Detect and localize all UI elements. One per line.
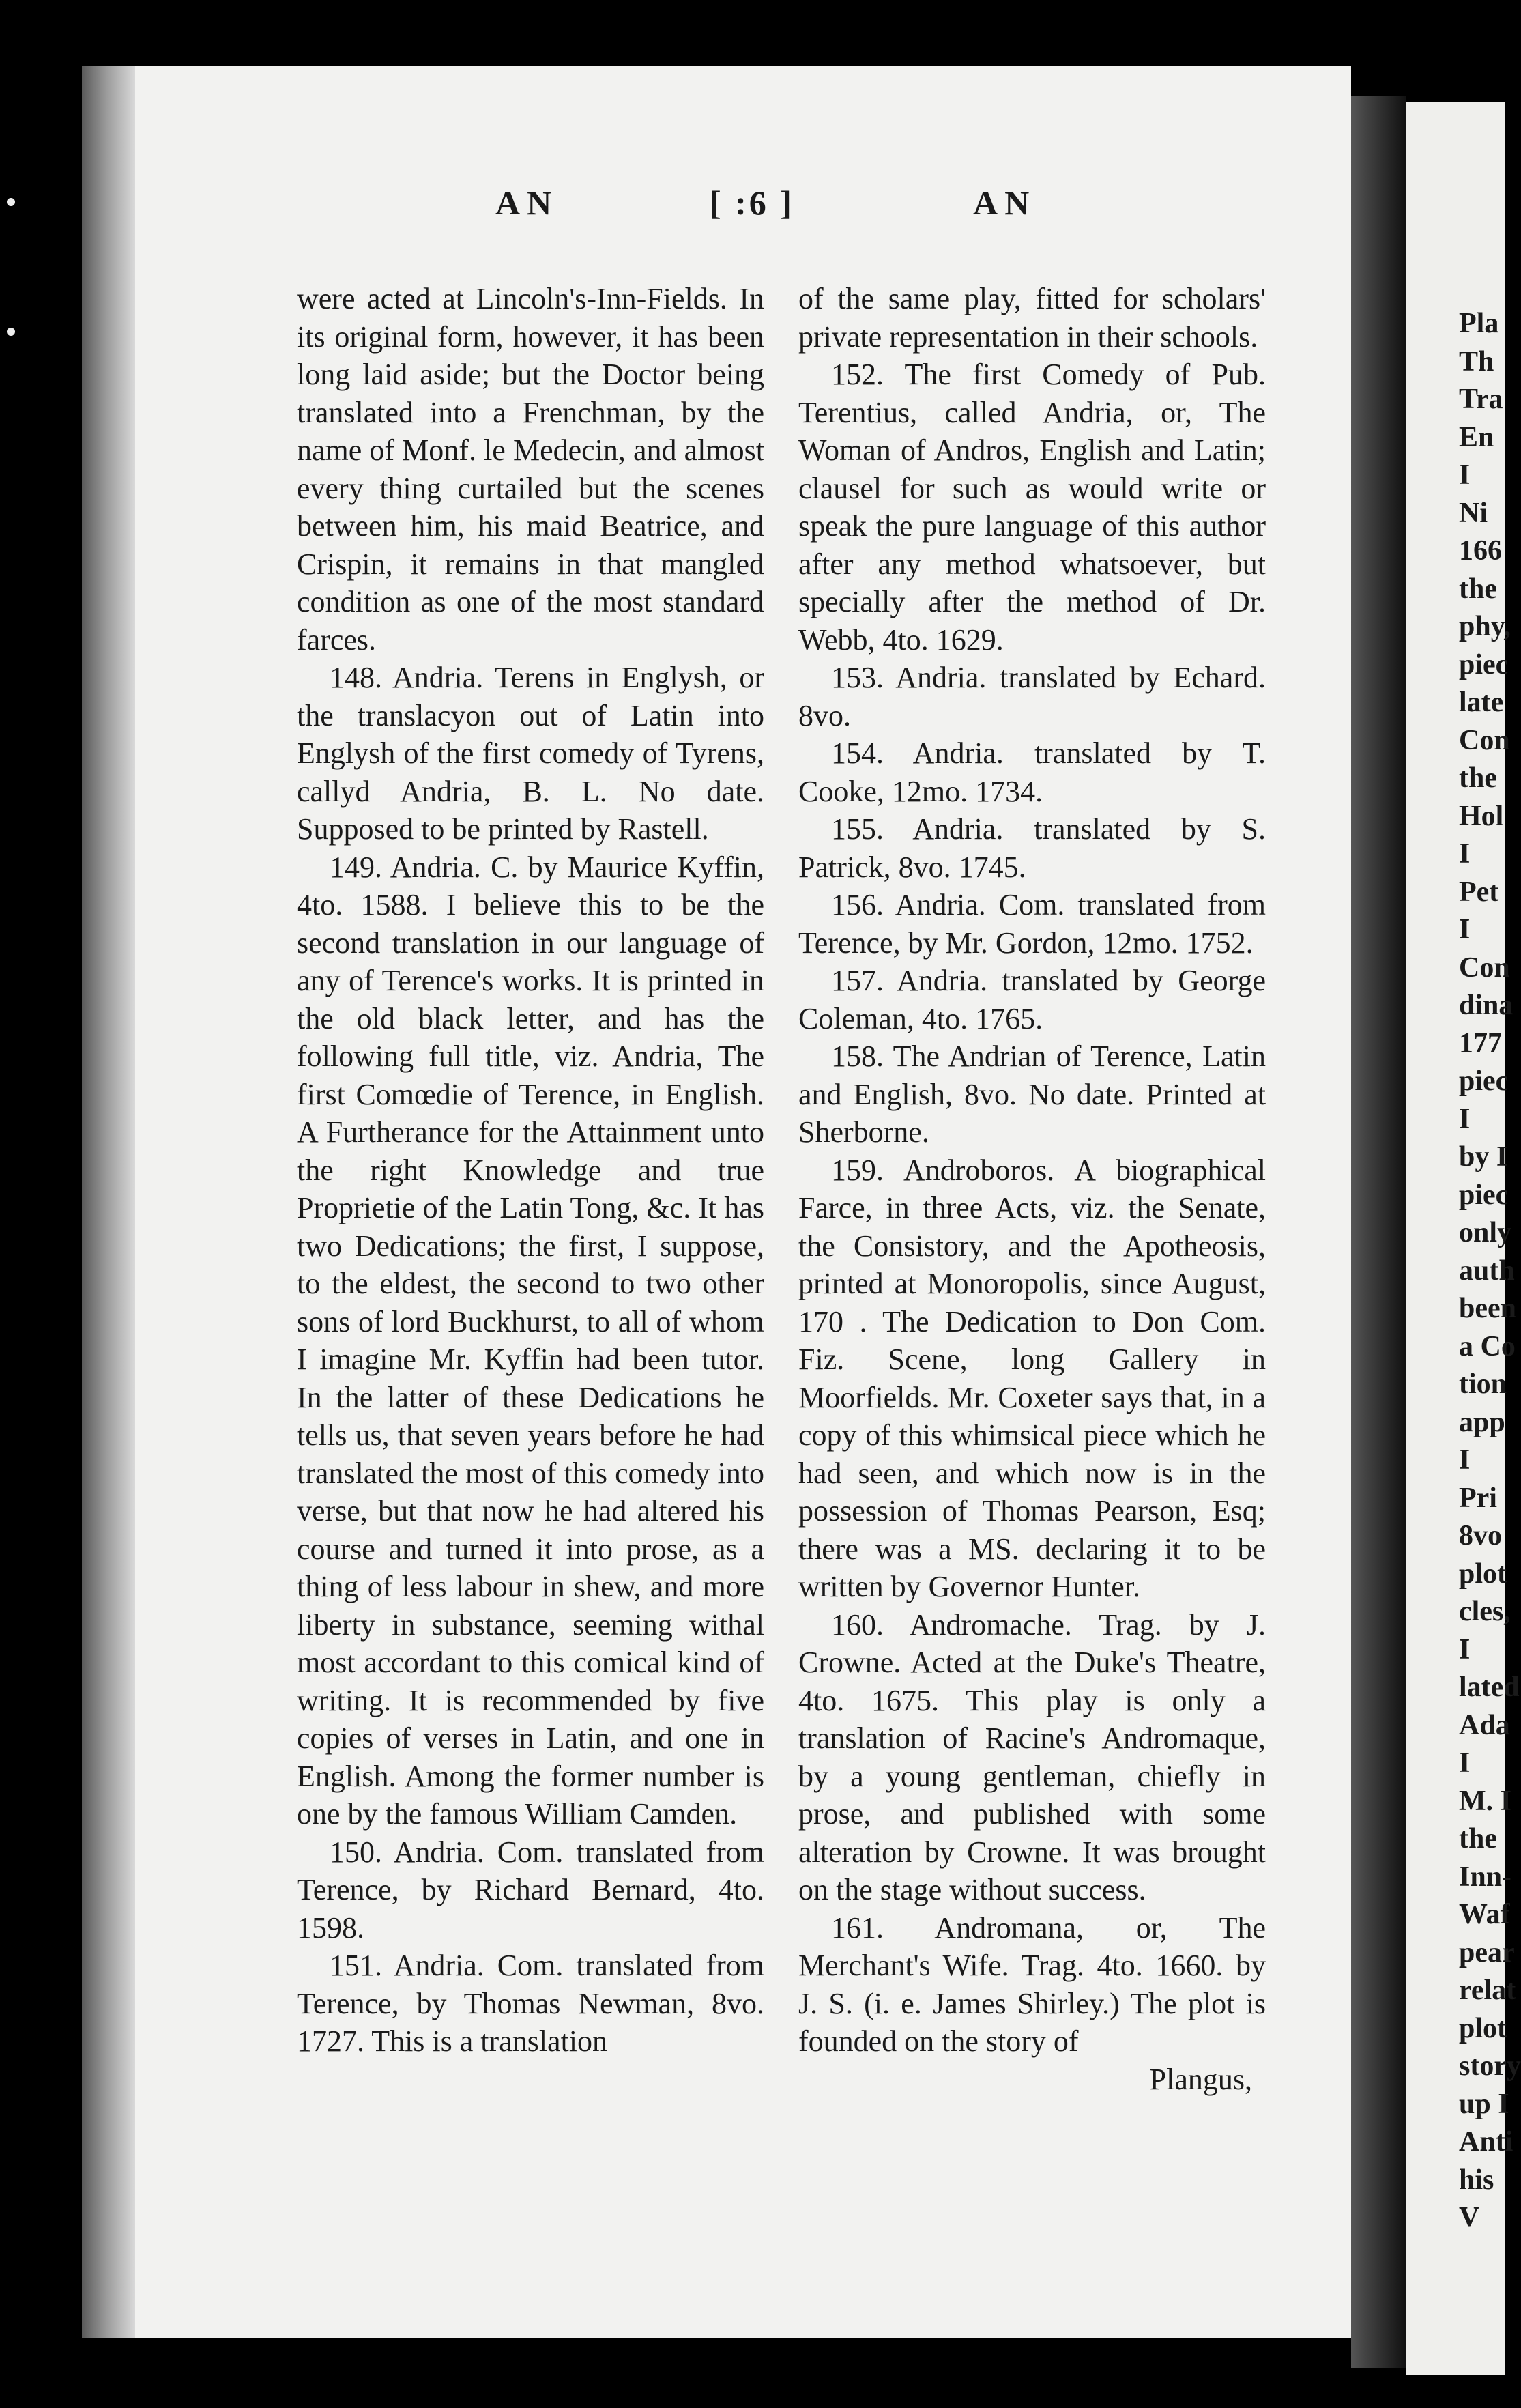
next-page-fragment: auth (1459, 1255, 1515, 1287)
next-page-fragment: 8vo (1459, 1520, 1502, 1551)
next-page-fragment: Pri (1459, 1482, 1497, 1514)
next-page-fragment: story (1459, 2050, 1521, 2082)
entry-155: 155. Andria. translated by S. Patrick, 8vo. 1745. (798, 812, 1266, 884)
entry-158: 158. The Andrian of Terence, Latin and English, 8vo. No date. Printed at Sherborne. (798, 1040, 1266, 1149)
next-page-fragment: tion (1459, 1368, 1507, 1400)
entry-150: 150. Andria. Com. translated from Terence, by Richard Bernard, 4to. 1598. (297, 1835, 764, 1945)
entry-154: 154. Andria. translated by T. Cooke, 12mo. 1734. (798, 736, 1266, 808)
entry-153: 153. Andria. translated by Echard. 8vo. (798, 661, 1266, 732)
next-page-fragment: 177 (1459, 1027, 1502, 1059)
header-right-word: AN (973, 184, 1037, 222)
next-page-fragment: 166 (1459, 535, 1502, 567)
next-page-fragment: only (1459, 1217, 1512, 1248)
next-page-fragment: I (1459, 1633, 1471, 1665)
next-page-fragment: M. I (1459, 1785, 1511, 1817)
next-page-fragment: Anti (1459, 2126, 1513, 2158)
running-header (135, 183, 1351, 244)
next-page-fragment: app (1459, 1406, 1505, 1438)
next-page-fragment: piec (1459, 1179, 1509, 1211)
next-page-fragment: plot (1459, 1558, 1507, 1590)
next-page-fragment: the (1459, 1823, 1497, 1854)
next-page-fragment: the (1459, 573, 1497, 605)
entry-161: 161. Andromana, or, The Merchant's Wife. Trag. 4to. 1660. by J. S. (i. e. James Shirley.) The plot is founded on the story of (798, 1910, 1266, 2058)
next-page-fragment: Pla (1459, 308, 1499, 339)
next-page-fragment: Tra (1459, 384, 1503, 415)
margin-dot (7, 328, 15, 336)
next-page-fragment: Waf (1459, 1899, 1510, 1930)
entry-160: 160. Andromache. Trag. by J. Crowne. Acted at the Duke's Theatre, 4to. 1675. This play is only a translation of Racine's Andromaque, by a young gentleman, chiefly in prose, and published with some alteration by Crowne. It was brought on the stage without success. (798, 1607, 1266, 1906)
entry-149: 149. Andria. C. by Maurice Kyffin, 4to. 1588. I believe this to be the second translation in our language of any of Terence's works. It is printed in the old black letter, and has the following full title, viz. Andria, The first Comœdie of Terence, in English. A Furtherance for the Attainment unto the right Knowledge and true Proprietie of the Latin Tong, &c. It has two Dedications; the first, I suppose, to the eldest, the second to two other sons of lord Buckhurst, to all of whom I imagine Mr. Kyffin had been tutor. In the latter of these Dedications he tells us, that seven years before he had translated the most of this comedy into verse, but that now he had altered his course and turned it into prose, as a thing of less labour in shew, and more liberty in substance, seeming withal most accordant to this comical kind of writing. It is recommended by five copies of verses in Latin, and one in English. Among the former number is one by the famous William Camden. (297, 850, 764, 1831)
next-page-fragment: Ada (1459, 1709, 1510, 1741)
next-page-fragment: pear (1459, 1936, 1515, 1968)
next-page-fragment: Ni (1459, 497, 1488, 529)
page-gutter (1351, 96, 1406, 2368)
next-page-fragment: En (1459, 421, 1494, 453)
page-number: [ :6 ] (710, 184, 794, 222)
left-column (297, 280, 764, 2061)
next-page-fragment: late (1459, 687, 1504, 718)
entry-148: 148. Andria. Terens in Englysh, or the translacyon out of Latin into Englysh of the first comedy of Tyrens, callyd Andria, B. L. No date. Supposed to be printed by Rastell. (297, 661, 764, 846)
next-page-fragment: V (1459, 2202, 1480, 2233)
next-page-fragment: phy, (1459, 611, 1511, 642)
paragraph: of the same play, fitted for scholars' private representation in their schools. (798, 282, 1266, 354)
page-binding-shadow (82, 66, 136, 2338)
next-page-fragment: I (1459, 1444, 1471, 1476)
next-page-fragment: I (1459, 838, 1471, 870)
next-page-fragment: a Co (1459, 1330, 1516, 1362)
entry-157: 157. Andria. translated by George Coleman, 4to. 1765. (798, 964, 1266, 1035)
next-page-fragment: plot (1459, 2012, 1507, 2044)
paragraph: were acted at Lincoln's-Inn-Fields. In its original form, however, it has been long laid aside; but the Doctor being translated into a Frenchman, by the name of Monf. le Medecin, and almost every thing curtailed but the scenes between him, his maid Beatrice, and Crispin, it remains in that mangled condition as one of the most standard farces. (297, 282, 764, 657)
next-page-fragment: piec (1459, 1065, 1509, 1097)
entry-151: 151. Andria. Com. translated from Terence, by Thomas Newman, 8vo. 1727. This is a translation (297, 1949, 764, 2058)
next-page-fragment: Inn- (1459, 1861, 1512, 1893)
next-page-fragment: relat (1459, 1975, 1516, 2006)
next-page-fragment: dina (1459, 990, 1513, 1021)
next-page-fragment: lated (1459, 1672, 1520, 1703)
next-page-fragment: I (1459, 1103, 1471, 1135)
entry-152: 152. The first Comedy of Pub. Terentius, called Andria, or, The Woman of Andros, English and Latin; clausel for such as would write or speak the pure language of this author after any method whatsoever, but specially after the method of Dr. Webb, 4to. 1629. (798, 358, 1266, 657)
right-column (798, 280, 1266, 2098)
next-page-fragment: piec (1459, 648, 1509, 680)
next-page-fragment: been (1459, 1293, 1516, 1324)
header-left-word: AN (495, 184, 559, 222)
next-page-fragment: Hol (1459, 800, 1504, 832)
next-page-fragment: I (1459, 914, 1471, 945)
next-page-fragment: by I (1459, 1141, 1508, 1173)
catchword: Plangus, (1149, 2062, 1252, 2096)
next-page-fragment: Con (1459, 951, 1510, 984)
next-page-fragment: Pet (1459, 876, 1499, 908)
entry-159: 159. Androboros. A biographical Farce, in three Acts, viz. the Senate, the Consistory, and the Apotheosis, printed at Monoropolis, since August, 170 . The Dedication to Don Com. Fiz. Scene, long Gallery in Moorfields. Mr. Coxeter says that, in a copy of this whimsical piece which he had seen, and which now is in the possession of Thomas Pearson, Esq; there was a MS. declaring it to be written by Governor Hunter. (798, 1153, 1266, 1603)
next-page-fragment: Th (1459, 345, 1494, 377)
next-page-fragment: up I (1459, 2088, 1509, 2120)
margin-dot (7, 198, 15, 206)
next-page-fragment: I (1459, 1747, 1471, 1779)
next-page-fragment: the (1459, 762, 1497, 794)
next-page-fragment: Con (1459, 724, 1510, 756)
next-page-fragment: his (1459, 2164, 1494, 2196)
entry-156: 156. Andria. Com. translated from Terence, by Mr. Gordon, 12mo. 1752. (798, 888, 1266, 960)
next-page-fragment: cles, (1459, 1596, 1511, 1627)
next-page-fragment: I (1459, 459, 1471, 491)
